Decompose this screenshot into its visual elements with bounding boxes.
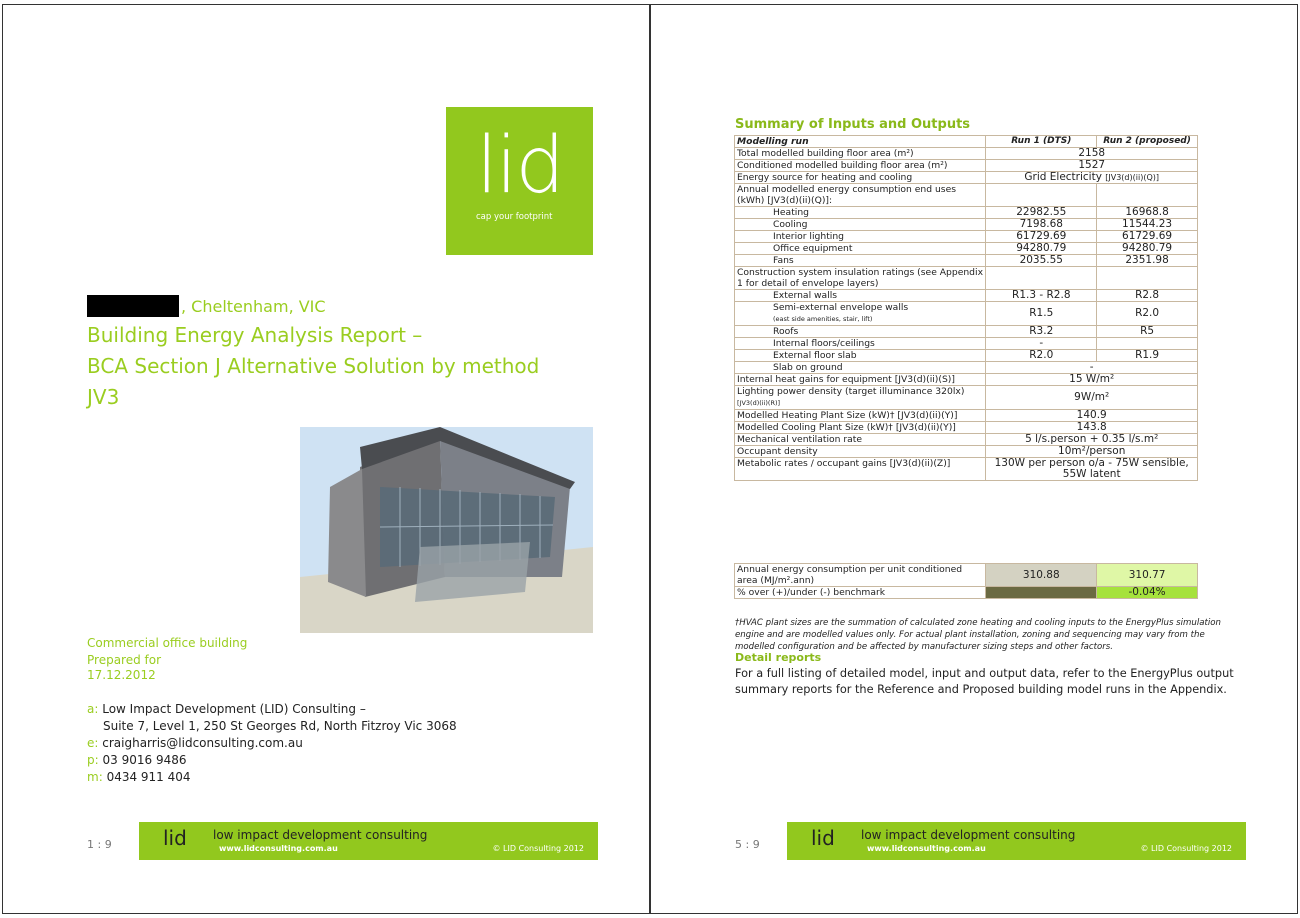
value-run2: R1.9 xyxy=(1097,350,1198,362)
row-label-text: Annual modelled energy consumption end uses (kWh) [JV3(d)(ii)(Q)]: xyxy=(737,184,957,206)
benchmark-run1 xyxy=(986,587,1097,599)
value-run1: 61729.69 xyxy=(986,231,1097,243)
table-row xyxy=(735,386,1198,410)
table-row xyxy=(735,564,1198,587)
merged-value-text: 5 l/s.person + 0.35 l/s.m² xyxy=(1025,433,1159,445)
redacted-address xyxy=(87,295,179,317)
row-label xyxy=(735,362,986,374)
table-row xyxy=(735,172,1198,184)
row-label-text: Conditioned modelled building floor area (m²) xyxy=(737,160,948,171)
contact-email xyxy=(87,736,303,750)
merged-value xyxy=(986,374,1198,386)
detail-reports-body: For a full listing of detailed model, input and output data, refer to the EnergyPlus output summary reports for the Reference and Proposed building model runs in the Appendix. xyxy=(735,667,1234,696)
row-label-text: External walls xyxy=(773,290,838,301)
contact-value: Suite 7, Level 1, 250 St Georges Rd, North Fitzroy Vic 3068 xyxy=(103,719,457,733)
row-label xyxy=(735,326,986,338)
value-run2: R5 xyxy=(1097,326,1198,338)
page-footer xyxy=(139,822,598,860)
summary-title: Summary of Inputs and Outputs xyxy=(735,117,971,132)
table-header-row xyxy=(735,136,1198,148)
summary-table xyxy=(734,135,1198,481)
contact-value: 0434 911 404 xyxy=(106,770,191,784)
prepared-for-label: Prepared for xyxy=(87,653,162,667)
merged-value-text: 1527 xyxy=(1078,159,1106,171)
merged-value xyxy=(986,386,1198,410)
contact-label: m: xyxy=(87,770,103,784)
value-run2: 16968.8 xyxy=(1097,207,1198,219)
table-row xyxy=(735,207,1198,219)
contact-address-line-2 xyxy=(103,719,457,733)
row-label-text: Cooling xyxy=(773,219,808,230)
value-run2: R2.0 xyxy=(1097,302,1198,326)
row-label-text: Energy source for heating and cooling xyxy=(737,172,913,183)
row-label-text: Internal heat gains for equipment [JV3(d)(ii)(S)] xyxy=(737,374,955,385)
table-row xyxy=(735,338,1198,350)
row-label-text: Total modelled building floor area (m²) xyxy=(737,148,914,159)
result-run2: 310.77 xyxy=(1097,564,1198,587)
row-label xyxy=(735,207,986,219)
merged-value xyxy=(986,422,1198,434)
contact-mobile xyxy=(87,770,191,784)
detail-reports-title: Detail reports xyxy=(735,651,822,664)
header-run1: Run 1 (DTS) xyxy=(986,136,1097,148)
row-label xyxy=(735,267,986,290)
row-label xyxy=(735,350,986,362)
row-label-text: Occupant density xyxy=(737,446,818,457)
row-label-text: Metabolic rates / occupant gains [JV3(d)(ii)(Z)] xyxy=(737,458,951,469)
table-row xyxy=(735,350,1198,362)
row-label xyxy=(735,231,986,243)
table-row xyxy=(735,434,1198,446)
row-label xyxy=(735,184,986,207)
merged-value xyxy=(986,148,1198,160)
row-label-text: Semi-external envelope walls xyxy=(773,302,909,313)
row-label xyxy=(735,302,986,326)
row-label-text: Roofs xyxy=(773,326,799,337)
merged-value xyxy=(986,458,1198,481)
report-title-line-1: Building Energy Analysis Report – xyxy=(87,323,423,347)
merged-value-text: 10m²/person xyxy=(1058,445,1126,457)
page-number: 5 : 9 xyxy=(735,838,760,851)
row-label-text: Office equipment xyxy=(773,243,853,254)
value-run1: R1.5 xyxy=(986,302,1097,326)
merged-value xyxy=(986,160,1198,172)
table-row xyxy=(735,458,1198,481)
results-table xyxy=(734,563,1198,599)
row-label-text: External floor slab xyxy=(773,350,857,361)
contact-value: Low Impact Development (LID) Consulting – xyxy=(102,702,366,716)
row-label xyxy=(735,446,986,458)
row-label xyxy=(735,458,986,481)
row-label-text: Slab on ground xyxy=(773,362,843,373)
row-label: % over (+)/under (-) benchmark xyxy=(735,587,986,599)
report-summary-page xyxy=(650,4,1298,914)
row-label: Annual energy consumption per unit conditioned area (MJ/m².ann) xyxy=(735,564,986,587)
contact-phone xyxy=(87,753,186,767)
value-run1: R2.0 xyxy=(986,350,1097,362)
footer-logo: lid xyxy=(163,826,187,850)
row-label xyxy=(735,422,986,434)
report-title-line-2: BCA Section J Alternative Solution by method xyxy=(87,354,540,378)
value-run1: 94280.79 xyxy=(986,243,1097,255)
row-label-text: Internal floors/ceilings xyxy=(773,338,875,349)
merged-value-text: 140.9 xyxy=(1076,409,1107,421)
building-type: Commercial office building xyxy=(87,636,248,650)
value-run1 xyxy=(986,184,1097,207)
row-label xyxy=(735,386,986,410)
table-row xyxy=(735,231,1198,243)
value-run2 xyxy=(1097,338,1198,350)
merged-value-text: 15 W/m² xyxy=(1069,373,1115,385)
merged-value xyxy=(986,172,1198,184)
page-footer xyxy=(787,822,1246,860)
result-run1: 310.88 xyxy=(986,564,1097,587)
row-sublabel: [JV3(d)(ii)(R)] xyxy=(737,399,781,407)
hvac-footnote: †HVAC plant sizes are the summation of calculated zone heating and cooling inputs to the EnergyPlus simulation engine and are modelled values only. For actual plant installation, zoning and sequencing may vary from the modelled configuration and be affected by manufacturer sizing steps and other factors. xyxy=(735,618,1221,652)
table-row xyxy=(735,255,1198,267)
value-run2 xyxy=(1097,184,1198,207)
row-sublabel: (east side amenities, stair, lift) xyxy=(773,315,873,323)
row-label-text: Lighting power density (target illuminance 320lx) xyxy=(737,386,965,397)
contact-value: 03 9016 9486 xyxy=(102,753,187,767)
value-run1: 7198.68 xyxy=(986,219,1097,231)
location-text: , Cheltenham, VIC xyxy=(181,297,326,316)
table-row xyxy=(735,410,1198,422)
footer-logo: lid xyxy=(811,826,835,850)
value-run2 xyxy=(1097,267,1198,290)
table-row xyxy=(735,302,1198,326)
row-label-text: Modelled Heating Plant Size (kW)† [JV3(d)(ii)(Y)] xyxy=(737,410,958,421)
merged-value-text: Grid Electricity xyxy=(1024,171,1102,183)
value-run1: 22982.55 xyxy=(986,207,1097,219)
row-label xyxy=(735,172,986,184)
contact-address xyxy=(87,702,366,716)
merged-value-text: 143.8 xyxy=(1076,421,1107,433)
row-label-text: Modelled Cooling Plant Size (kW)† [JV3(d)(ii)(Y)] xyxy=(737,422,956,433)
merged-value-text: 9W/m² xyxy=(1074,391,1110,403)
footer-copyright: © LID Consulting 2012 xyxy=(1140,844,1232,853)
footer-website: www.lidconsulting.com.au xyxy=(867,844,986,853)
row-label-text: Fans xyxy=(773,255,794,266)
benchmark-run2: -0.04% xyxy=(1097,587,1198,599)
row-label xyxy=(735,410,986,422)
row-label-text: Mechanical ventilation rate xyxy=(737,434,863,445)
row-label xyxy=(735,290,986,302)
row-label xyxy=(735,243,986,255)
value-run2: 2351.98 xyxy=(1097,255,1198,267)
row-label xyxy=(735,219,986,231)
table-row xyxy=(735,267,1198,290)
row-label xyxy=(735,255,986,267)
header-label: Modelling run xyxy=(735,136,986,148)
table-row xyxy=(735,148,1198,160)
table-row xyxy=(735,374,1198,386)
report-cover-page xyxy=(2,4,650,914)
row-label xyxy=(735,434,986,446)
merged-value-text: 130W per person o/a - 75W sensible, 55W latent xyxy=(994,457,1189,480)
report-title-line-3: JV3 xyxy=(87,385,120,409)
report-date: 17.12.2012 xyxy=(87,668,156,682)
table-row xyxy=(735,587,1198,599)
page-number: 1 : 9 xyxy=(87,838,112,851)
row-label xyxy=(735,160,986,172)
merged-value xyxy=(986,362,1198,374)
table-row xyxy=(735,362,1198,374)
header-run2: Run 2 (proposed) xyxy=(1097,136,1198,148)
row-label xyxy=(735,374,986,386)
row-label-text: Construction system insulation ratings (see Appendix 1 for detail of envelope layers) xyxy=(737,267,984,289)
table-row xyxy=(735,290,1198,302)
row-label-text: Interior lighting xyxy=(773,231,845,242)
lid-logo xyxy=(446,107,593,255)
table-row xyxy=(735,243,1198,255)
merged-value xyxy=(986,434,1198,446)
footer-company-name: low impact development consulting xyxy=(861,828,1076,842)
table-row xyxy=(735,184,1198,207)
merged-value-ref: [JV3(d)(ii)(Q)] xyxy=(1105,173,1159,182)
value-run1: R1.3 - R2.8 xyxy=(986,290,1097,302)
value-run1: - xyxy=(986,338,1097,350)
merged-value-text: - xyxy=(1089,361,1094,373)
building-render-image xyxy=(300,427,593,633)
table-row xyxy=(735,422,1198,434)
row-label xyxy=(735,148,986,160)
contact-label: p: xyxy=(87,753,99,767)
merged-value xyxy=(986,446,1198,458)
footer-website: www.lidconsulting.com.au xyxy=(219,844,338,853)
logo-tagline: cap your footprint xyxy=(476,212,553,222)
table-row xyxy=(735,160,1198,172)
value-run1: 2035.55 xyxy=(986,255,1097,267)
contact-label: a: xyxy=(87,702,99,716)
row-label xyxy=(735,338,986,350)
value-run1 xyxy=(986,267,1097,290)
footer-company-name: low impact development consulting xyxy=(213,828,428,842)
logo-text: lid xyxy=(476,121,563,211)
value-run2: 11544.23 xyxy=(1097,219,1198,231)
row-label-text: Heating xyxy=(773,207,810,218)
table-row xyxy=(735,326,1198,338)
table-row xyxy=(735,219,1198,231)
contact-label: e: xyxy=(87,736,99,750)
contact-value: craigharris@lidconsulting.com.au xyxy=(102,736,303,750)
footer-copyright: © LID Consulting 2012 xyxy=(492,844,584,853)
value-run2: 94280.79 xyxy=(1097,243,1198,255)
table-row xyxy=(735,446,1198,458)
value-run2: 61729.69 xyxy=(1097,231,1198,243)
merged-value xyxy=(986,410,1198,422)
value-run1: R3.2 xyxy=(986,326,1097,338)
value-run2: R2.8 xyxy=(1097,290,1198,302)
merged-value-text: 2158 xyxy=(1078,147,1106,159)
